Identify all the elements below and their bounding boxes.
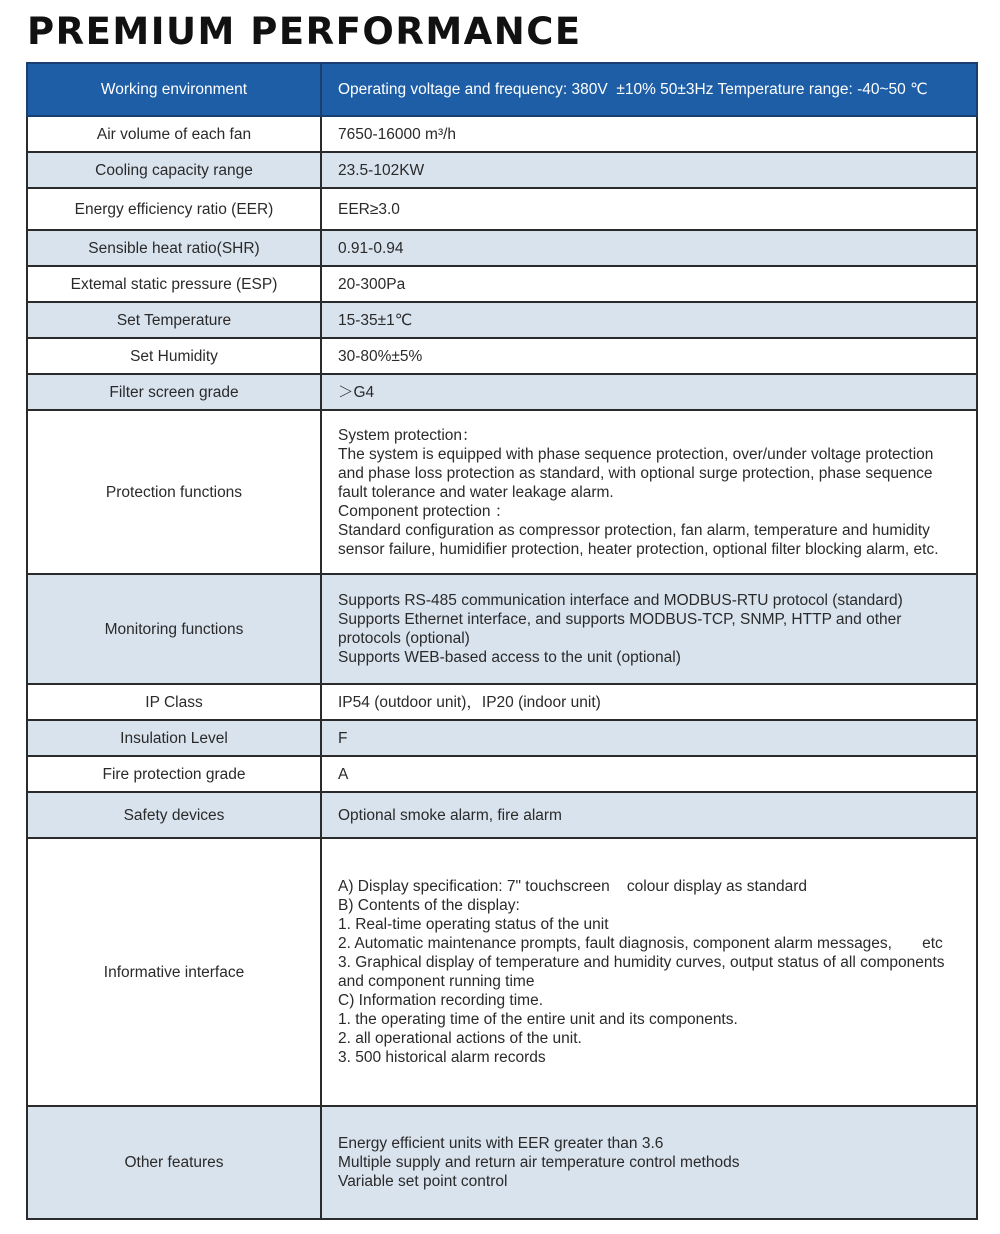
spec-label: Energy efficiency ratio (EER) bbox=[27, 188, 321, 230]
spec-value: 15-35±1℃ bbox=[321, 302, 977, 338]
spec-label: Extemal static pressure (ESP) bbox=[27, 266, 321, 302]
spec-value: 7650-16000 m³/h bbox=[321, 116, 977, 152]
spec-label: Working environment bbox=[27, 63, 321, 116]
spec-row-set-humidity bbox=[27, 338, 977, 374]
spec-value: A bbox=[321, 756, 977, 792]
spec-value: 23.5-102KW bbox=[321, 152, 977, 188]
spec-value: 0.91-0.94 bbox=[321, 230, 977, 266]
spec-row-monitoring bbox=[27, 574, 977, 684]
spec-label: Informative interface bbox=[27, 838, 321, 1106]
spec-label: Safety devices bbox=[27, 792, 321, 838]
spec-value: Energy efficient units with EER greater than 3.6 Multiple supply and return air temperature control methods Variable set point control bbox=[321, 1106, 977, 1219]
spec-row-informative-interface bbox=[27, 838, 977, 1106]
spec-row-protection bbox=[27, 410, 977, 574]
spec-row-cooling-capacity bbox=[27, 152, 977, 188]
spec-value: 30-80%±5% bbox=[321, 338, 977, 374]
spec-row-set-temperature bbox=[27, 302, 977, 338]
spec-label: Set Temperature bbox=[27, 302, 321, 338]
spec-value: 20-300Pa bbox=[321, 266, 977, 302]
spec-row-insulation-level bbox=[27, 720, 977, 756]
spec-label: Cooling capacity range bbox=[27, 152, 321, 188]
spec-label: Monitoring functions bbox=[27, 574, 321, 684]
spec-value: System protection： The system is equipped with phase sequence protection, over/under voltage protection and phase loss protection as standard, with optional surge protection, phase sequence fault tolerance and water leakage alarm. Component protection ： Standard configuration as compressor protection, fan alarm, temperature and humidity sensor failure, humidifier protection, heater protection, optional filter blocking alarm, etc. bbox=[321, 410, 977, 574]
spec-label: Set Humidity bbox=[27, 338, 321, 374]
spec-label: Other features bbox=[27, 1106, 321, 1219]
spec-row-shr bbox=[27, 230, 977, 266]
spec-label: Air volume of each fan bbox=[27, 116, 321, 152]
spec-table bbox=[26, 62, 978, 1220]
spec-value: Supports RS-485 communication interface and MODBUS-RTU protocol (standard) Supports Ethernet interface, and supports MODBUS-TCP, SNMP, HTTP and other protocols (optional) Supports WEB-based access to the unit (optional) bbox=[321, 574, 977, 684]
spec-row-other-features bbox=[27, 1106, 977, 1219]
spec-label: Insulation Level bbox=[27, 720, 321, 756]
spec-row-air-volume bbox=[27, 116, 977, 152]
spec-value: ＞G4 bbox=[321, 374, 977, 410]
spec-label: Sensible heat ratio(SHR) bbox=[27, 230, 321, 266]
page-title: PREMIUM PERFORMANCE bbox=[27, 10, 582, 53]
spec-row-safety-devices bbox=[27, 792, 977, 838]
spec-value: F bbox=[321, 720, 977, 756]
spec-row-filter-grade bbox=[27, 374, 977, 410]
spec-row-fire-protection bbox=[27, 756, 977, 792]
spec-value: IP54 (outdoor unit)，IP20 (indoor unit) bbox=[321, 684, 977, 720]
spec-label: Protection functions bbox=[27, 410, 321, 574]
spec-value: Operating voltage and frequency: 380V ±10% 50±3Hz Temperature range: -40~50 ℃ bbox=[321, 63, 977, 116]
spec-value: Optional smoke alarm, fire alarm bbox=[321, 792, 977, 838]
spec-row-working-environment bbox=[27, 63, 977, 116]
spec-row-eer bbox=[27, 188, 977, 230]
spec-row-ip-class bbox=[27, 684, 977, 720]
spec-row-esp bbox=[27, 266, 977, 302]
spec-label: IP Class bbox=[27, 684, 321, 720]
spec-value: A) Display specification: 7" touchscreen colour display as standard B) Contents of the display: 1. Real-time operating status of the unit 2. Automatic maintenance prompts, fault diagnosis, component alarm messages, etc 3. Graphical display of temperature and humidity curves, output status of all components and component running time C) Information recording time. 1. the operating time of the entire unit and its components. 2. all operational actions of the unit. 3. 500 historical alarm records bbox=[321, 838, 977, 1106]
spec-value: EER≥3.0 bbox=[321, 188, 977, 230]
spec-label: Filter screen grade bbox=[27, 374, 321, 410]
spec-label: Fire protection grade bbox=[27, 756, 321, 792]
